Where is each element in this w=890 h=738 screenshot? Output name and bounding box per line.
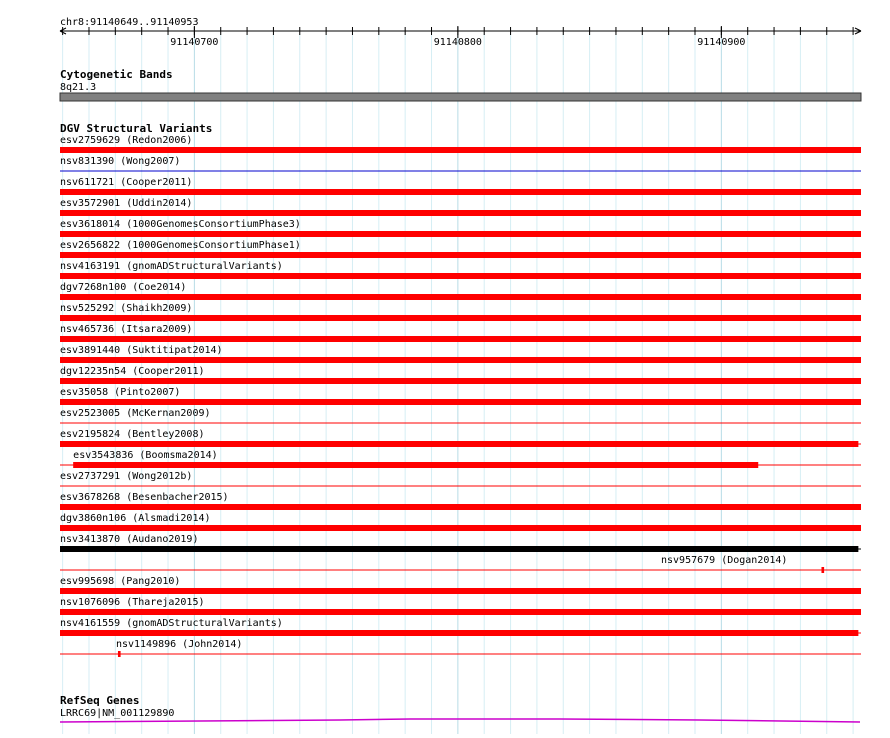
dgv-feature-label[interactable]: esv3891440 (Suktitipat2014) xyxy=(60,345,223,356)
cytoband-track-title: Cytogenetic Bands xyxy=(60,68,173,81)
dgv-feature-bar[interactable] xyxy=(60,336,861,342)
dgv-feature-label[interactable]: nsv831390 (Wong2007) xyxy=(60,156,181,167)
dgv-feature-label[interactable]: esv35058 (Pinto2007) xyxy=(60,387,181,398)
dgv-feature[interactable] xyxy=(60,324,861,342)
dgv-feature-bar[interactable] xyxy=(60,147,861,153)
dgv-feature[interactable] xyxy=(60,597,861,615)
dgv-feature[interactable] xyxy=(60,240,861,258)
dgv-feature-bar[interactable] xyxy=(60,441,858,447)
dgv-feature[interactable] xyxy=(60,534,861,552)
dgv-feature[interactable] xyxy=(60,429,861,447)
refseq-gene-feature[interactable] xyxy=(60,719,860,722)
dgv-feature-bar[interactable] xyxy=(60,210,861,216)
dgv-feature[interactable] xyxy=(60,492,861,510)
dgv-track xyxy=(60,122,861,657)
dgv-feature[interactable] xyxy=(60,576,861,594)
region-label: chr8:91140649..91140953 xyxy=(60,17,199,28)
ruler-major-ticks xyxy=(170,26,745,48)
dgv-feature-bar[interactable] xyxy=(60,525,861,531)
dgv-feature[interactable] xyxy=(60,156,861,171)
dgv-feature-bar[interactable] xyxy=(60,630,858,636)
dgv-feature[interactable] xyxy=(60,387,861,405)
dgv-feature-label[interactable]: nsv525292 (Shaikh2009) xyxy=(60,303,193,314)
dgv-feature-label[interactable]: esv2737291 (Wong2012b) xyxy=(60,471,193,482)
dgv-feature[interactable] xyxy=(60,261,861,279)
refseq-track-title: RefSeq Genes xyxy=(60,694,140,707)
dgv-feature-bar[interactable] xyxy=(60,609,861,615)
dgv-track-title: DGV Structural Variants xyxy=(60,122,213,135)
cytoband-label: 8q21.3 xyxy=(60,82,97,93)
ruler-tick-label: 91140900 xyxy=(697,37,746,48)
dgv-feature-bar[interactable] xyxy=(60,231,861,237)
ruler-tick-label: 91140700 xyxy=(170,37,219,48)
cytoband-bar[interactable] xyxy=(60,93,861,101)
dgv-feature-bar[interactable] xyxy=(60,357,861,363)
dgv-feature-label[interactable]: esv2656822 (1000GenomesConsortiumPhase1) xyxy=(60,240,301,251)
dgv-feature-bar[interactable] xyxy=(118,651,121,657)
dgv-feature-bar[interactable] xyxy=(60,273,861,279)
dgv-feature[interactable] xyxy=(60,177,861,195)
dgv-feature-label[interactable]: esv3618014 (1000GenomesConsortiumPhase3) xyxy=(60,219,301,230)
dgv-feature[interactable] xyxy=(60,303,861,321)
dgv-feature-label[interactable]: esv3572901 (Uddin2014) xyxy=(60,198,193,209)
dgv-feature[interactable] xyxy=(60,219,861,237)
ruler-tick-label: 91140800 xyxy=(433,37,482,48)
dgv-feature-bar[interactable] xyxy=(60,504,861,510)
dgv-feature[interactable] xyxy=(60,471,861,486)
dgv-feature-bar[interactable] xyxy=(60,588,861,594)
dgv-feature-bar[interactable] xyxy=(821,567,824,573)
dgv-feature-bar[interactable] xyxy=(60,252,861,258)
ruler xyxy=(60,17,861,48)
dgv-feature-label[interactable]: dgv3860n106 (Alsmadi2014) xyxy=(60,513,211,524)
dgv-feature-label[interactable]: esv2759629 (Redon2006) xyxy=(60,135,193,146)
dgv-feature[interactable] xyxy=(60,366,861,384)
dgv-feature-label[interactable]: nsv4161559 (gnomADStructuralVariants) xyxy=(60,618,283,629)
refseq-gene-label[interactable]: LRRC69|NM_001129890 xyxy=(60,708,175,719)
dgv-feature-bar[interactable] xyxy=(60,315,861,321)
dgv-feature-label[interactable]: esv995698 (Pang2010) xyxy=(60,576,181,587)
dgv-feature-label[interactable]: esv2523005 (McKernan2009) xyxy=(60,408,211,419)
dgv-feature-label[interactable]: nsv611721 (Cooper2011) xyxy=(60,177,193,188)
dgv-feature[interactable] xyxy=(60,282,861,300)
dgv-feature-label[interactable]: nsv465736 (Itsara2009) xyxy=(60,324,193,335)
dgv-feature-label[interactable]: esv2195824 (Bentley2008) xyxy=(60,429,205,440)
dgv-feature-label[interactable]: esv3678268 (Besenbacher2015) xyxy=(60,492,229,503)
dgv-feature-bar[interactable] xyxy=(60,546,858,552)
dgv-feature-bar[interactable] xyxy=(60,399,861,405)
dgv-feature-label[interactable]: nsv957679 (Dogan2014) xyxy=(661,555,788,566)
dgv-feature[interactable] xyxy=(60,555,861,573)
dgv-feature-label[interactable]: dgv7268n100 (Coe2014) xyxy=(60,282,187,293)
dgv-feature-label[interactable]: nsv3413870 (Audano2019) xyxy=(60,534,199,545)
dgv-feature-label[interactable]: dgv12235n54 (Cooper2011) xyxy=(60,366,205,377)
dgv-feature-bar[interactable] xyxy=(73,462,758,468)
cytoband-track xyxy=(60,68,861,101)
dgv-feature-label[interactable]: nsv1149896 (John2014) xyxy=(115,639,243,650)
dgv-feature-bar[interactable] xyxy=(60,378,861,384)
dgv-feature[interactable] xyxy=(60,639,861,657)
dgv-feature-bar[interactable] xyxy=(60,189,861,195)
dgv-feature[interactable] xyxy=(60,618,861,636)
refseq-track xyxy=(60,694,860,722)
dgv-feature[interactable] xyxy=(60,198,861,216)
dgv-feature[interactable] xyxy=(60,513,861,531)
dgv-feature-label[interactable]: nsv1076096 (Thareja2015) xyxy=(60,597,205,608)
dgv-feature-bar[interactable] xyxy=(60,294,861,300)
dgv-feature[interactable] xyxy=(60,345,861,363)
dgv-feature[interactable] xyxy=(60,135,861,153)
dgv-feature[interactable] xyxy=(60,450,861,468)
dgv-feature-label[interactable]: nsv4163191 (gnomADStructuralVariants) xyxy=(60,261,283,272)
dgv-feature[interactable] xyxy=(60,408,861,423)
dgv-feature-label[interactable]: esv3543836 (Boomsma2014) xyxy=(73,450,218,461)
